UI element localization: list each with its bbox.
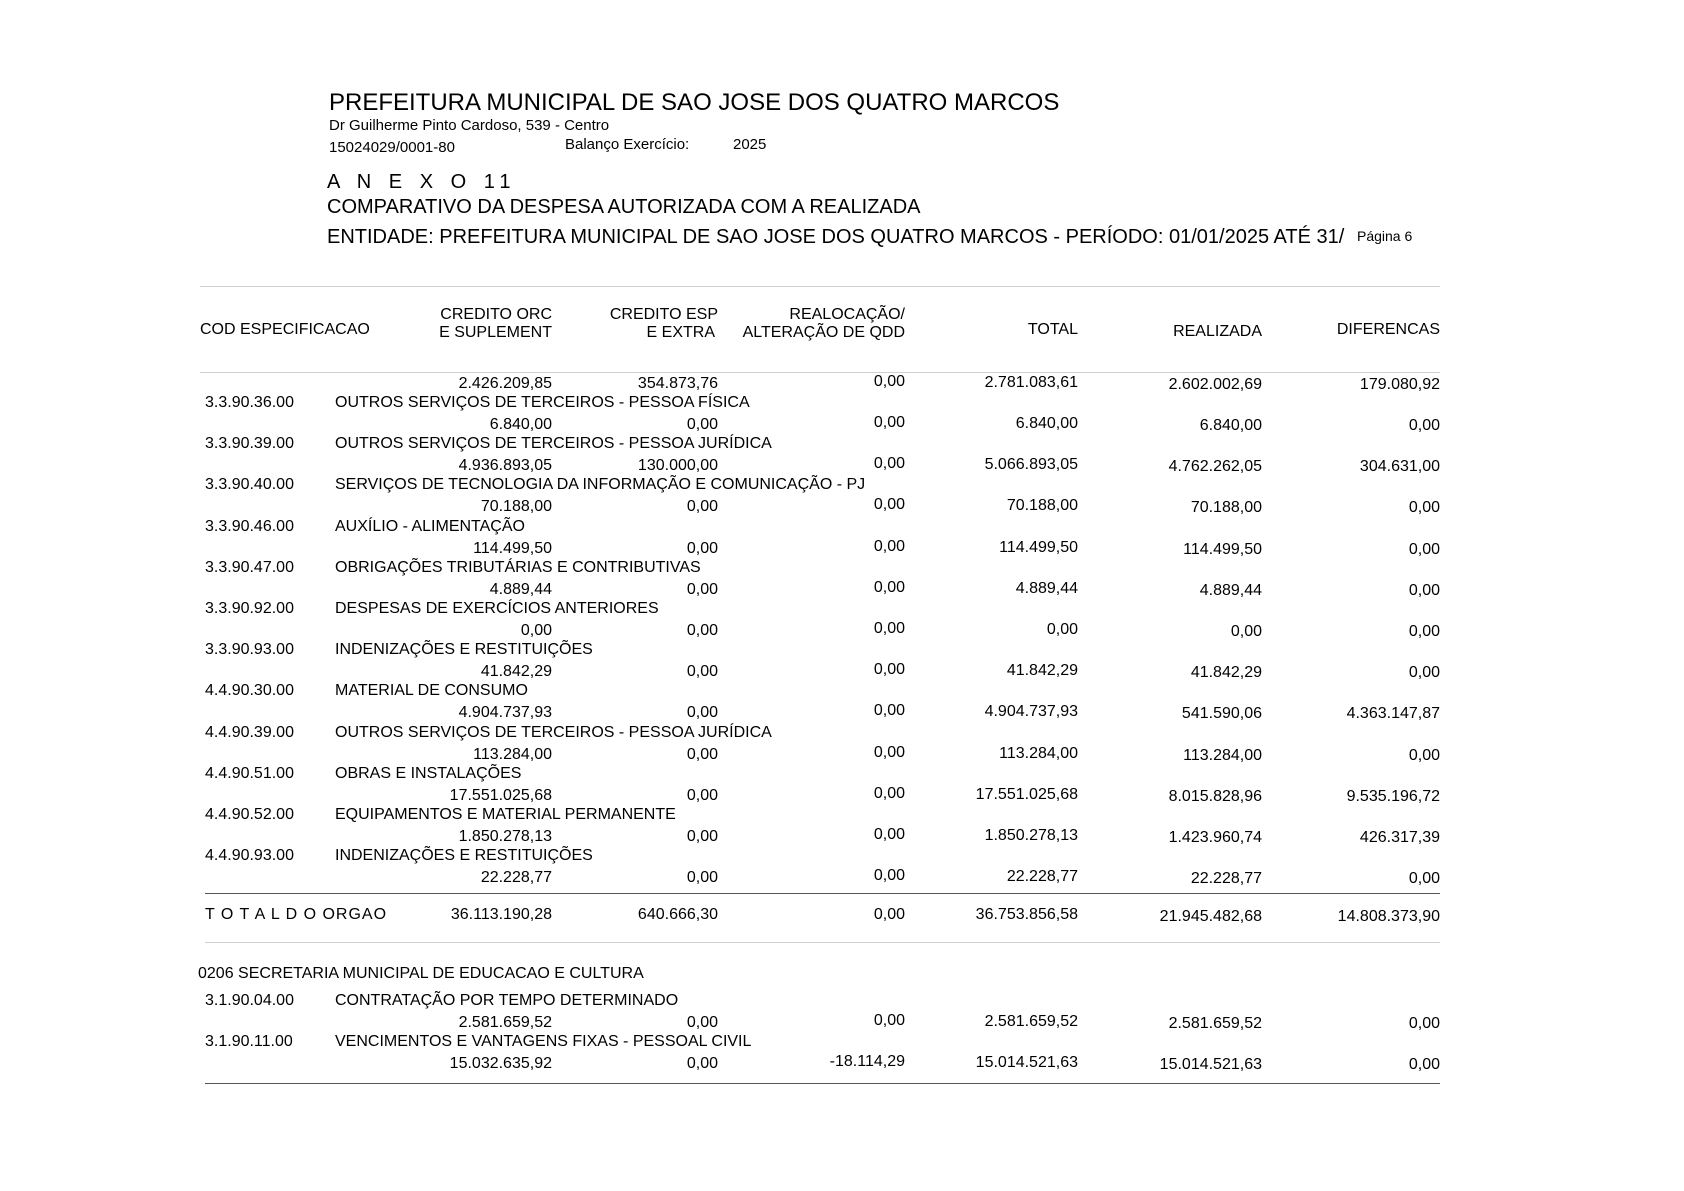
row-description: CONTRATAÇÃO POR TEMPO DETERMINADO [335, 992, 679, 1009]
cell-esp: 0,00 [686, 580, 718, 598]
entity-period: ENTIDADE: PREFEITURA MUNICIPAL DE SAO JOSE DOS QUATRO MARCOS - PERÍODO: 01/01/2025 ATÉ 31/ [327, 226, 1345, 248]
cell-dif: 0,00 [1408, 1056, 1440, 1073]
col-realizada: REALIZADA [1173, 323, 1262, 340]
cell-dif: 0,00 [1408, 499, 1440, 517]
cell-realizada: 41.842,29 [1190, 664, 1262, 682]
cell-real: 0,00 [873, 867, 905, 885]
report-subtitle: COMPARATIVO DA DESPESA AUTORIZADA COM A REALIZADA [327, 196, 921, 218]
cell-realizada: 113.284,00 [1183, 746, 1262, 764]
cell-orc: 17.551.025,68 [449, 786, 552, 804]
cell-orc: 4.904.737,93 [458, 704, 552, 722]
cell-esp: 0,00 [686, 1055, 718, 1072]
cell-dif: 4.363.147,87 [1346, 705, 1440, 723]
col-orc-line2: E SUPLEMENT [439, 324, 552, 341]
cell-real: 0,00 [873, 661, 905, 679]
cell-total: 41.842,29 [1006, 662, 1078, 680]
cell-esp: 0,00 [686, 745, 718, 763]
col-orc-line1: CREDITO ORC [440, 306, 552, 323]
cell-dif: 426.317,39 [1359, 829, 1440, 846]
cell-dif: 0,00 [1408, 664, 1440, 682]
cell-total: 0,00 [1046, 621, 1078, 638]
cell-dif: 0,00 [1408, 540, 1440, 558]
cell-realizada: 541.590,06 [1181, 705, 1262, 723]
col-esp-line2: E EXTRA [646, 324, 715, 341]
row-code: 3.3.90.92.00 [205, 600, 294, 617]
total-realizada: 21.945.482,68 [1159, 908, 1262, 925]
annex-number: A N E X O 11 [327, 171, 517, 193]
total-top-rule [205, 893, 1440, 894]
cell-orc: 0,00 [520, 622, 552, 639]
cell-orc: 70.188,00 [480, 498, 552, 516]
cell-orc: 15.032.635,92 [449, 1055, 552, 1072]
cell-orc: 113.284,00 [473, 745, 552, 763]
col-cod: COD ESPECIFICACAO [200, 321, 370, 338]
row-description: VENCIMENTOS E VANTAGENS FIXAS - PESSOAL CIVIL [335, 1033, 752, 1050]
cell-dif: 0,00 [1408, 746, 1440, 764]
cell-realizada: 15.014.521,63 [1159, 1056, 1262, 1073]
cnpj: 15024029/0001-80 [329, 139, 455, 156]
cell-esp: 130.000,00 [637, 457, 718, 475]
row-description: INDENIZAÇÕES E RESTITUIÇÕES [335, 847, 593, 865]
cell-realizada: 2.581.659,52 [1168, 1015, 1262, 1032]
cell-orc: 4.936.893,05 [458, 457, 552, 475]
address: Dr Guilherme Pinto Cardoso, 539 - Centro [329, 117, 610, 134]
total-orc: 36.113.190,28 [450, 906, 552, 923]
cell-real: 0,00 [873, 743, 905, 761]
cell-dif: 9.535.196,72 [1346, 787, 1440, 805]
cell-real: 0,00 [873, 620, 905, 637]
cell-esp: 0,00 [686, 416, 718, 433]
col-diferencas: DIFERENCAS [1336, 321, 1440, 338]
cell-orc: 1.850.278,13 [458, 828, 552, 845]
cell-esp: 0,00 [686, 498, 718, 516]
cell-real: 0,00 [873, 537, 905, 555]
cell-dif: 0,00 [1408, 417, 1440, 434]
cell-real: 0,00 [873, 826, 905, 843]
cell-orc: 2.426.209,85 [458, 375, 552, 392]
cell-realizada: 4.889,44 [1199, 581, 1262, 599]
cell-real: 0,00 [873, 455, 905, 473]
report-title: PREFEITURA MUNICIPAL DE SAO JOSE DOS QUATRO MARCOS [329, 89, 1060, 116]
cell-realizada: 6.840,00 [1199, 417, 1262, 434]
cell-esp: 0,00 [686, 704, 718, 722]
row-code: 3.3.90.46.00 [205, 517, 294, 535]
cell-total: 17.551.025,68 [975, 785, 1078, 803]
cell-total: 113.284,00 [999, 744, 1078, 762]
row-code: 3.3.90.47.00 [205, 558, 294, 576]
cell-esp: 0,00 [686, 622, 718, 639]
cell-dif: 179.080,92 [1359, 376, 1440, 393]
cell-total: 4.889,44 [1015, 579, 1078, 597]
cell-total: 4.904.737,93 [984, 703, 1078, 721]
row-code: 3.1.90.11.00 [205, 1033, 293, 1050]
section2-title: 0206 SECRETARIA MUNICIPAL DE EDUCACAO E CULTURA [198, 965, 644, 982]
cell-realizada: 4.762.262,05 [1168, 458, 1262, 476]
cell-orc: 41.842,29 [480, 663, 552, 681]
page-number: Página 6 [1357, 228, 1413, 244]
row-description: SERVIÇOS DE TECNOLOGIA DA INFORMAÇÃO E COMUNICAÇÃO - PJ [335, 476, 866, 494]
cell-esp: 0,00 [686, 539, 718, 557]
cell-total: 1.850.278,13 [984, 827, 1078, 844]
cell-realizada: 70.188,00 [1190, 499, 1262, 517]
exercise-label: Balanço Exercício: [565, 136, 690, 153]
col-esp-line1: CREDITO ESP [609, 306, 718, 323]
cell-total: 15.014.521,63 [975, 1054, 1078, 1071]
cell-total: 114.499,50 [999, 538, 1078, 556]
cell-realizada: 8.015.828,96 [1168, 787, 1262, 805]
cell-orc: 2.581.659,52 [458, 1014, 552, 1031]
cell-esp: 0,00 [686, 828, 718, 845]
cell-realizada: 0,00 [1230, 623, 1262, 640]
row-description: DESPESAS DE EXERCÍCIOS ANTERIORES [335, 600, 659, 617]
cell-esp: 354.873,76 [637, 375, 718, 392]
row-code: 4.4.90.39.00 [205, 723, 294, 741]
cell-orc: 114.499,50 [473, 539, 552, 557]
total-total: 36.753.856,58 [975, 906, 1078, 923]
row-code: 4.4.90.30.00 [205, 682, 294, 700]
row-description: INDENIZAÇÕES E RESTITUIÇÕES [335, 641, 593, 659]
row-code: 4.4.90.52.00 [205, 806, 294, 823]
col-real-line2: ALTERAÇÃO DE QDD [742, 324, 905, 341]
cell-real: 0,00 [873, 496, 905, 514]
total-esp: 640.666,30 [637, 906, 718, 923]
cell-real: 0,00 [873, 414, 905, 431]
row-description: OUTROS SERVIÇOS DE TERCEIROS - PESSOA JURÍDICA [335, 723, 772, 741]
row-description: MATERIAL DE CONSUMO [335, 682, 528, 700]
header-top-rule [200, 286, 1440, 287]
cell-dif: 0,00 [1408, 581, 1440, 599]
row-description: OBRIGAÇÕES TRIBUTÁRIAS E CONTRIBUTIVAS [335, 558, 701, 576]
cell-total: 2.781.083,61 [984, 374, 1078, 391]
total-label: T O T A L D O ORGAO [205, 906, 388, 923]
cell-dif: 304.631,00 [1359, 458, 1440, 476]
col-total: TOTAL [1027, 321, 1078, 338]
cell-dif: 0,00 [1408, 1015, 1440, 1032]
cell-realizada: 2.602.002,69 [1168, 376, 1262, 393]
cell-total: 6.840,00 [1015, 415, 1078, 432]
cell-dif: 0,00 [1408, 623, 1440, 640]
cell-orc: 6.840,00 [489, 416, 552, 433]
cell-esp: 0,00 [686, 663, 718, 681]
exercise-year: 2025 [733, 136, 767, 153]
cell-esp: 0,00 [686, 786, 718, 804]
cell-real: 0,00 [873, 1012, 905, 1029]
cell-realizada: 22.228,77 [1190, 870, 1262, 888]
cell-realizada: 1.423.960,74 [1168, 829, 1262, 846]
cell-total: 70.188,00 [1006, 497, 1078, 515]
cell-dif: 0,00 [1408, 870, 1440, 888]
cell-esp: 0,00 [686, 1014, 718, 1031]
cell-real: -18.114,29 [829, 1053, 905, 1070]
row-description: EQUIPAMENTOS E MATERIAL PERMANENTE [335, 806, 676, 823]
row-description: AUXÍLIO - ALIMENTAÇÃO [335, 517, 525, 535]
bottom-rule [205, 1083, 1440, 1084]
row-code: 3.1.90.04.00 [205, 992, 294, 1009]
row-code: 4.4.90.51.00 [205, 764, 294, 782]
row-code: 3.3.90.39.00 [205, 435, 294, 453]
cell-total: 5.066.893,05 [984, 456, 1078, 474]
row-code: 3.3.90.93.00 [205, 641, 294, 659]
cell-esp: 0,00 [686, 869, 718, 887]
row-code: 3.3.90.40.00 [205, 476, 294, 494]
cell-orc: 22.228,77 [480, 869, 552, 887]
row-code: 3.3.90.36.00 [205, 394, 294, 411]
cell-real: 0,00 [873, 578, 905, 596]
cell-total: 2.581.659,52 [984, 1013, 1078, 1030]
cell-real: 0,00 [873, 702, 905, 720]
col-real-line1: REALOCAÇÃO/ [789, 306, 905, 323]
cell-realizada: 114.499,50 [1183, 540, 1262, 558]
row-description: OUTROS SERVIÇOS DE TERCEIROS - PESSOA FÍSICA [335, 394, 750, 411]
cell-real: 0,00 [873, 373, 905, 390]
total-dif: 14.808.373,90 [1337, 908, 1440, 925]
cell-total: 22.228,77 [1006, 868, 1078, 886]
cell-real: 0,00 [873, 784, 905, 802]
row-description: OBRAS E INSTALAÇÕES [335, 764, 522, 782]
cell-orc: 4.889,44 [489, 580, 552, 598]
row-description: OUTROS SERVIÇOS DE TERCEIROS - PESSOA JURÍDICA [335, 435, 772, 453]
total-real: 0,00 [873, 906, 905, 923]
row-code: 4.4.90.93.00 [205, 847, 294, 865]
section-divider [205, 942, 1440, 943]
